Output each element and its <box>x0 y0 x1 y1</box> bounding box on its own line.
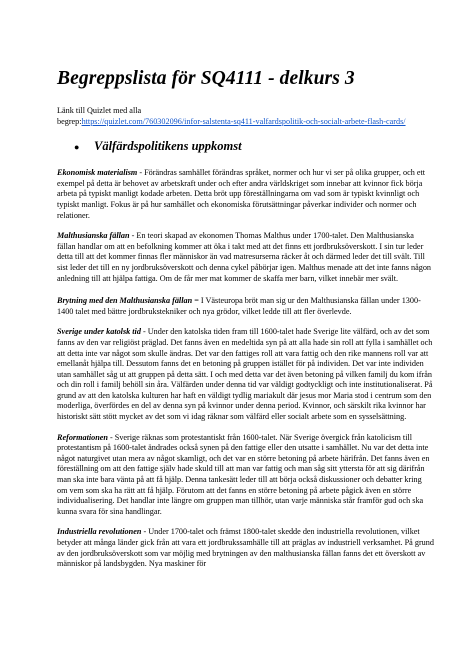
section-heading: Välfärdspolitikens uppkomst <box>94 139 242 154</box>
quizlet-intro <box>57 106 434 127</box>
quizlet-link[interactable]: https://quizlet.com/760302096/infor-salstenta-sq411-valfardspolitik-och-socialt-arbete-flash-cards/ <box>81 116 406 126</box>
section-heading-row <box>57 139 434 154</box>
entry-text: - Förändras samhället förändras språket, normer och hur vi ser på olika grupper, och ett exempel på detta är behovet av arbetskraft under och efter andra världskriget som innebar att kvinnor fick börja arbeta på typiskt manligt kodade arbeten. Detta bröt upp föreställningarna om vad som är typiskt kvinnligt och typiskt manligt. Fokus är på hur samhället och ekonomiska förutsättningar påverkar individer och normer och relationer. <box>57 168 426 220</box>
entry-reformationen <box>57 433 434 518</box>
entry-ekonomisk-materialism <box>57 168 434 221</box>
entry-text: - En teori skapad av ekonomen Thomas Malthus under 1700-talet. Den Malthusianska fällan handlar om att en befolkning kommer att öka i takt med att det finns ett jordbruksöverskott. I sin tur leder detta till att det kommer finnas fler människor än vad matresurserna räcker åt och därmed leder det till svält. Till sist leder det till en ny jordbruksöverskott och denna cykel påbörjar igen. Malthus menade att det inte fanns någon anledning till att hjälpa fattiga. Om de får mer mat kommer de skaffa mer barn, vilket innebär mer svält. <box>57 231 432 283</box>
entry-text: = I Västeuropa bröt man sig ur den Malthusianska fällan under 1300-1400 talet med bättre jordbrukstekniker och nya grödor, vilket ledde till att fler överlevde. <box>57 296 421 316</box>
entry-term: Brytning med den Malthusianska fällan <box>57 296 193 306</box>
intro-link-line <box>57 117 434 128</box>
intro-line: Länk till Quizlet med alla <box>57 106 142 115</box>
entry-text: - Sverige räknas som protestantiskt från 1600-talet. När Sverige övergick från katolicism till protestantism på 1600-talet ändrades också synen på den fattige eller den utsatte i samhället. Nu var det detta inte något naturgivet utan mera av något skamligt, och det var en större betoning på arbete härifrån. Det fanns även en föreställning om att den fattige själv hade skuld till att man var fattig och man såg sitt yttersta för att sig därifrån man ska inte bara vänta på att få hjälp. Denna tankesätt leder till att börja också diskussioner och debatter kring om vem som ska ha rätt att få hjälp. Förutom att det fanns en större betoning på arbete pågick även en större individualisering. Det handlar inte längre om gruppen man tillhör, utan varje människa står framför gud och ska kunna svara för sina handlingar. <box>57 432 430 516</box>
entry-term: Malthusianska fällan <box>57 231 130 241</box>
entry-brytning <box>57 296 434 317</box>
link-prefix: begrep: <box>57 116 82 126</box>
entry-term: Industriella revolutionen <box>57 527 142 537</box>
entry-term: Sverige under katolsk tid <box>57 327 141 337</box>
bullet-icon: ● <box>74 142 80 153</box>
entry-industriella-revolutionen <box>57 527 434 569</box>
entry-term: Reformationen <box>57 432 108 442</box>
entry-malthusianska-fallan <box>57 231 434 284</box>
entry-text: - Under 1700-talet och främst 1800-talet skedde den industriella revolutionen, vilket betyder att många länder gick från att vara ett jordbrukssamhälle till att präglas av industriell verksamhet. På grund av den jordbruksöverskott som var möjlig med brytningen av den malthusianska fällan fanns det ett överskott av människor på landsbygden. Nya maskiner för <box>57 527 434 569</box>
entry-sverige-katolsk-tid <box>57 327 434 422</box>
entry-term: Ekonomisk materialism <box>57 168 138 178</box>
document-title: Begreppslista för SQ4111 - delkurs 3 <box>57 68 355 89</box>
entry-text: - Under den katolska tiden fram till 1600-talet hade Sverige lite välfärd, och av det som fanns av den var religiöst präglad. Det fanns även en medeltida syn på att alla hade sin roll att fylla i samhället och att detta inte var något som skulle ändras. Det var den fattiges roll att vara fattig och den rike mannens roll var att emellanåt hjälpa till. Dessutom fanns det en betoning på gruppen istället för på individen. Det var inte individen utan samhället såg ut att gruppen på detta sätt. I och med detta var det även betoning på vilken familj du kom ifrån och din roll i familj behöll sin åra. Välfärden under denna tid var väldigt godtyckligt och inte institutionaliserat. På grund av att den katolska kulturen har haft en väldigt tydlig mariakult där jesus mor Maria stod i centrum som den moderliga, överfördes en del av denna syn på kvinnor under denna period. Kvinnor, och särskilt rika kvinnor har historiskt sätt stött mycket av det som vi idag räknar som välfärd eller socialt arbete som en sysselsättning. <box>57 327 433 422</box>
